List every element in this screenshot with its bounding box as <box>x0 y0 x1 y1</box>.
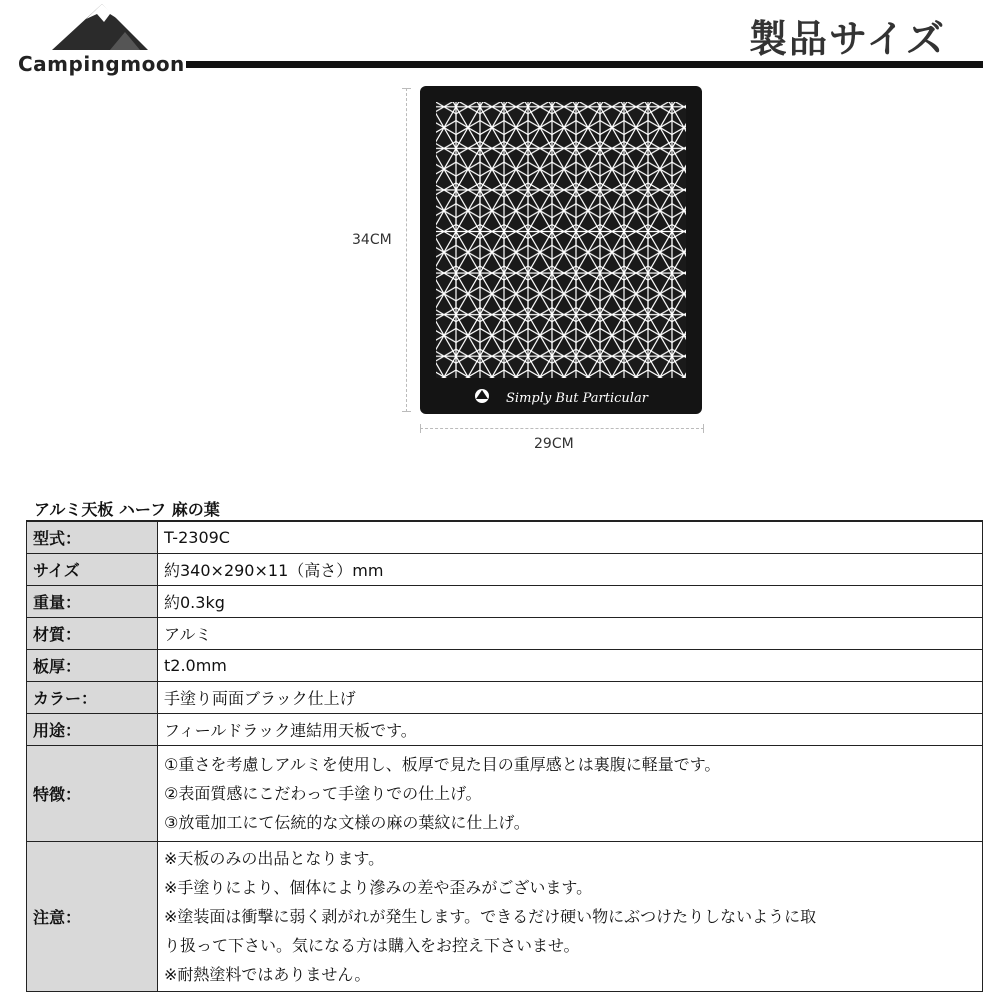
table-row <box>27 649 983 681</box>
table-row-features <box>27 745 983 841</box>
feature-line: ③放電加工にて伝統的な文様の麻の葉紋に仕上げ。 <box>164 812 530 832</box>
spec-table <box>26 520 983 992</box>
product-image <box>420 86 702 414</box>
height-dimension-line <box>402 88 412 412</box>
table-row <box>27 681 983 713</box>
table-row <box>27 713 983 745</box>
product-caption-icon <box>475 389 489 403</box>
note-line: ※塗装面は衝撃に弱く剥がれが発生します。できるだけ硬い物にぶつけたりしないように取 <box>164 906 817 926</box>
brand-name: Campingmoon <box>18 52 185 76</box>
spec-value: 手塗り両面ブラック仕上げ <box>158 681 983 713</box>
spec-title: アルミ天板 ハーフ 麻の葉 <box>34 500 220 519</box>
table-row <box>27 521 983 553</box>
spec-label: カラー： <box>27 681 158 713</box>
table-row <box>27 617 983 649</box>
brand-logo <box>14 2 185 78</box>
mountain-logo-icon <box>50 2 150 52</box>
height-label: 34CM <box>352 232 392 248</box>
table-row <box>27 585 983 617</box>
header-divider <box>186 61 983 68</box>
spec-label: 材質： <box>27 617 158 649</box>
feature-line: ①重さを考慮しアルミを使用し、板厚で見た目の重厚感とは裏腹に軽量です。 <box>164 754 721 774</box>
width-dimension-line <box>420 424 704 434</box>
width-label: 29CM <box>534 436 574 452</box>
spec-label: サイズ <box>27 553 158 585</box>
note-line: ※手塗りにより、個体により滲みの差や歪みがございます。 <box>164 877 593 897</box>
spec-value: t2.0mm <box>158 649 983 681</box>
spec-value: 約0.3kg <box>158 585 983 617</box>
spec-value: 約340×290×11（高さ）mm <box>158 553 983 585</box>
spec-value: フィールドラック連結用天板です。 <box>158 713 983 745</box>
spec-value-notes <box>158 841 983 991</box>
spec-label: 注意： <box>27 841 158 991</box>
table-row-notes <box>27 841 983 991</box>
spec-value: アルミ <box>158 617 983 649</box>
feature-line: ②表面質感にこだわって手塗りでの仕上げ。 <box>164 783 482 803</box>
spec-label: 板厚： <box>27 649 158 681</box>
note-line: ※耐熱塗料ではありません。 <box>164 964 371 984</box>
page-title: 製品サイズ <box>749 17 946 61</box>
spec-value: T-2309C <box>158 521 983 553</box>
product-caption: Simply But Particular <box>506 391 648 406</box>
spec-value-features <box>158 745 983 841</box>
spec-label: 型式： <box>27 521 158 553</box>
spec-label: 特徴： <box>27 745 158 841</box>
spec-label: 重量： <box>27 585 158 617</box>
note-line: ※天板のみの出品となります。 <box>164 848 385 868</box>
spec-label: 用途： <box>27 713 158 745</box>
note-line: り扱って下さい。気になる方は購入をお控え下さいませ。 <box>164 935 580 955</box>
table-row <box>27 553 983 585</box>
